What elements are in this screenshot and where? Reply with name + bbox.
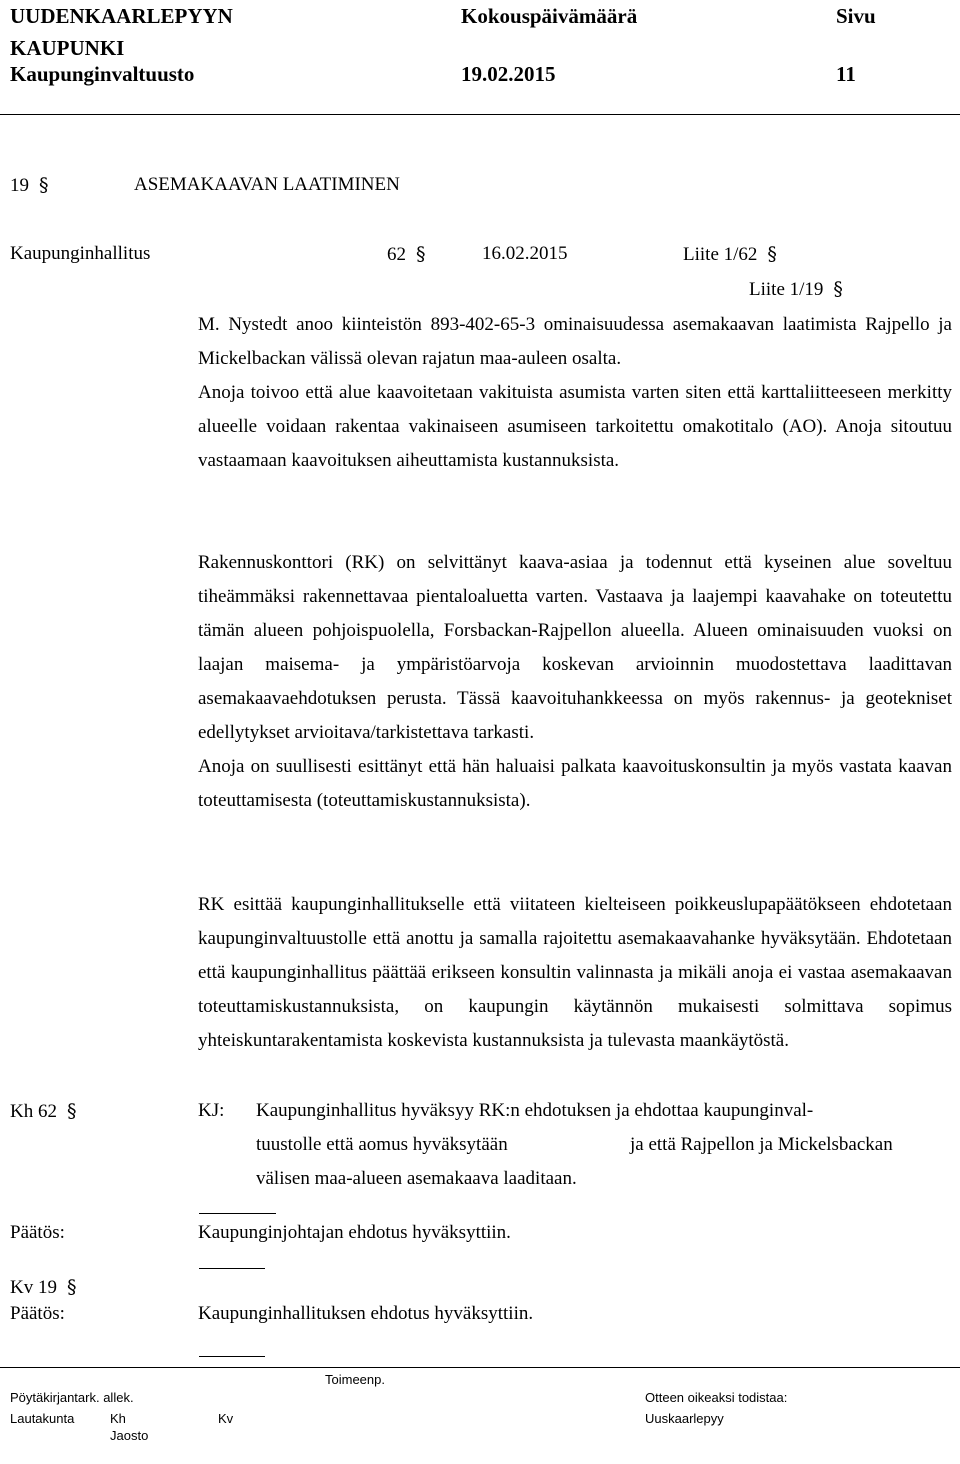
item-title: ASEMAKAAVAN LAATIMINEN bbox=[134, 174, 400, 195]
page-number: 11 bbox=[836, 62, 856, 86]
footer-rule bbox=[0, 1367, 960, 1368]
separator-line bbox=[199, 1356, 265, 1357]
item-number: 19 § bbox=[10, 174, 49, 196]
footer-jaosto: Jaosto bbox=[110, 1428, 149, 1443]
proposal-line-2a: tuustolle että aomus hyväksytään bbox=[256, 1134, 508, 1155]
decision-label: Päätös: bbox=[10, 1303, 65, 1324]
municipality-name: UUDENKAARLEPYYN bbox=[10, 4, 233, 28]
decision-ref: Kv 19 § bbox=[10, 1276, 77, 1298]
proposal-label: KJ: bbox=[198, 1100, 225, 1121]
action-label: Toimeenp. bbox=[325, 1372, 385, 1387]
body-text-proposal bbox=[198, 888, 952, 1058]
reference-body: Kaupunginhallitus bbox=[10, 243, 151, 264]
proposal-line-2b: ja että Rajpellon ja Mickelsbackan bbox=[630, 1134, 893, 1155]
section-sign: § bbox=[416, 243, 426, 265]
paragraph-request: Anoja toivoo että alue kaavoitetaan vakituista asumista varten siten että karttaliitteeseen merkitty alueelle voidaan rakentaa vakinaiseen asumiseen tarkoitettu omakotitalo (AO). Anoja sitoutuu vastaamaan kaavoituksen aiheuttamista kustannuksista. bbox=[198, 382, 952, 471]
reference-date: 16.02.2015 bbox=[482, 243, 568, 264]
footer-kv: Kv bbox=[218, 1411, 234, 1426]
decision-text: Kaupunginhallituksen ehdotus hyväksyttiin. bbox=[198, 1303, 534, 1324]
paragraph-consultant: Anoja on suullisesti esittänyt että hän haluaisi palkata kaavoituskonsultin ja myös vastata kaavan toteuttamisesta (toteuttamiskustannuksista). bbox=[198, 756, 952, 811]
proposal-ref: Kh 62 § bbox=[10, 1100, 77, 1122]
paragraph-assessment: Rakennuskonttori (RK) on selvittänyt kaava-asiaa ja todennut että kyseinen alue soveltuu tiheämmäksi rakennettavaa pientaloaluetta varten. Vastaava ja laajempi kaavahake on toteutettu tämän alueen pohjoispuolella, Forsbackan-Rajpellon alueella. Alueen ominaisuuden vuoksi on laajan maisema- ja ympäristöarvoja koskevan arvioinnin muodostettava laadittavan asemakaavaehdotuksen perusta. Tässä kaavoituhankkeessa on myös rakennus- ja geotekniset edellytykset arvioitava/tarkistettava tarkasti. bbox=[198, 552, 952, 743]
certified-label: Otteen oikeaksi todistaa: bbox=[645, 1390, 788, 1405]
decision-label: Päätös: bbox=[10, 1222, 65, 1243]
section-sign: § bbox=[833, 278, 843, 300]
attachment-ref: Liite 1/62 § bbox=[683, 243, 777, 265]
section-sign: § bbox=[39, 174, 49, 196]
page-label: Sivu bbox=[836, 4, 876, 28]
proposal-line-3: välisen maa-alueen asemakaava laaditaan. bbox=[256, 1168, 577, 1189]
body-text-assessment bbox=[198, 546, 952, 818]
proposal-line-1: Kaupunginhallitus hyväksyy RK:n ehdotuksen ja ehdottaa kaupunginval- bbox=[256, 1100, 814, 1121]
reference-number: 62 § bbox=[387, 243, 426, 265]
section-sign: § bbox=[767, 243, 777, 265]
signed-label: Pöytäkirjantark. allek. bbox=[10, 1390, 134, 1405]
decision-text: Kaupunginjohtajan ehdotus hyväksyttiin. bbox=[198, 1222, 511, 1243]
footer-kh: Kh bbox=[110, 1411, 126, 1426]
section-sign: § bbox=[66, 1100, 77, 1122]
meeting-date: 19.02.2015 bbox=[461, 62, 556, 86]
separator-line bbox=[199, 1268, 265, 1269]
footer-place: Uuskaarlepyy bbox=[645, 1411, 724, 1426]
paragraph-recommendation: RK esittää kaupunginhallitukselle että viitateen kielteiseen poikkeuslupapäätökseen ehdotetaan kaupunginvaltuustolle että anottu ja samalla rajoitettu asemakaavahanke hyväksytään. Ehdotetaan että kaupunginhallitus päättää erikseen konsultin valinnasta ja mikäli anoja ei vastaa asemakaavan toteuttamiskustannuksista, on kaupungin käytännön mukaisesti solmittava sopimus yhteiskuntarakentamista koskevista kustannuksista ja tulevasta maankäytöstä. bbox=[198, 894, 952, 1051]
date-label: Kokouspäivämäärä bbox=[461, 4, 638, 28]
separator-line bbox=[199, 1213, 276, 1214]
section-sign: § bbox=[66, 1276, 77, 1298]
attachment-ref-2: Liite 1/19 § bbox=[749, 278, 843, 300]
footer-lautakunta: Lautakunta bbox=[10, 1411, 75, 1426]
municipality-type: KAUPUNKI bbox=[10, 36, 125, 60]
header-rule bbox=[0, 114, 960, 115]
paragraph-application: M. Nystedt anoo kiinteistön 893-402-65-3 ominaisuudessa asemakaavan laatimista Rajpello ja Mickelbackan välissä olevan rajatun maa-auleen osalta. bbox=[198, 314, 952, 369]
body-text bbox=[198, 308, 952, 478]
meeting-body: Kaupunginvaltuusto bbox=[10, 62, 195, 86]
